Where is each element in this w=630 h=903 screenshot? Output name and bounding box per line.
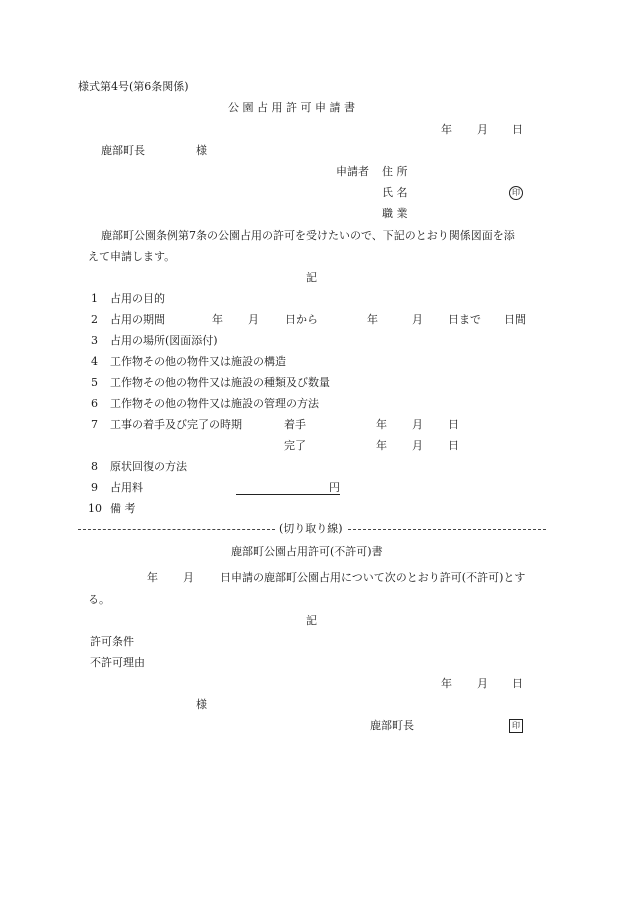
permit-text-month: 月 — [183, 571, 194, 584]
seal-circle-icon: 印 — [509, 186, 523, 200]
item-label: 工作物その他の物件又は施設の構造 — [110, 355, 286, 368]
period-to-year: 年 — [367, 313, 378, 326]
denial-reasons-label: 不許可理由 — [90, 656, 145, 669]
construction-start-label: 着手 — [284, 418, 306, 431]
seal-square-icon: 印 — [509, 719, 523, 733]
item-number: 10 — [88, 502, 102, 515]
item-number: 3 — [91, 334, 98, 347]
date-month: 月 — [477, 123, 488, 136]
cut-line-right — [348, 529, 546, 530]
item-number: 6 — [91, 397, 98, 410]
addressee-honorific: 様 — [196, 144, 207, 157]
applicant-label: 申請者 — [336, 165, 369, 178]
construction-finish-month: 月 — [412, 439, 423, 452]
fee-underline — [236, 481, 340, 495]
item-label: 占用の期間 — [110, 313, 165, 326]
period-from-month: 月 — [248, 313, 259, 326]
cut-line-label: (切り取り線) — [279, 522, 343, 535]
item-number: 5 — [91, 376, 98, 389]
permit-text-year: 年 — [147, 571, 158, 584]
item-number: 7 — [91, 418, 98, 431]
item-label: 原状回復の方法 — [110, 460, 187, 473]
item-label: 備 考 — [110, 502, 136, 515]
permit-date-year: 年 — [441, 677, 452, 690]
permit-date-month: 月 — [477, 677, 488, 690]
permit-text-body: 日申請の鹿部町公園占用について次のとおり許可(不許可)とす — [220, 571, 526, 584]
item-label: 占用の目的 — [110, 292, 165, 305]
item-number: 9 — [91, 481, 98, 494]
permit-text-line2: る。 — [88, 593, 110, 606]
permit-date-day: 日 — [512, 677, 523, 690]
construction-start-day: 日 — [448, 418, 459, 431]
item-label: 占用の場所(図面添付) — [110, 334, 218, 347]
permit-title: 鹿部町公園占用許可(不許可)書 — [231, 545, 383, 558]
construction-finish-day: 日 — [448, 439, 459, 452]
period-from-day: 日から — [285, 313, 318, 326]
address-label: 住 所 — [382, 165, 408, 178]
item-label: 工事の着手及び完了の時期 — [110, 418, 242, 431]
item-label: 工作物その他の物件又は施設の種類及び数量 — [110, 376, 330, 389]
date-year: 年 — [441, 123, 452, 136]
form-number: 様式第4号(第6条関係) — [78, 80, 189, 93]
period-days: 日間 — [504, 313, 526, 326]
addressee-name: 鹿部町長 — [101, 144, 145, 157]
construction-start-year: 年 — [376, 418, 387, 431]
permit-addressee-honorific: 様 — [196, 698, 207, 711]
item-number: 4 — [91, 355, 98, 368]
body-text-line2: えて申請します。 — [88, 250, 176, 263]
occupation-label: 職 業 — [382, 207, 408, 220]
document-title: 公 園 占 用 許 可 申 請 書 — [228, 101, 355, 114]
cut-line-left — [78, 529, 275, 530]
ki-heading: 記 — [306, 271, 317, 284]
item-number: 1 — [91, 292, 98, 305]
name-label: 氏 名 — [382, 186, 408, 199]
construction-start-month: 月 — [412, 418, 423, 431]
item-label: 占用料 — [110, 481, 143, 494]
permit-conditions-label: 許可条件 — [90, 635, 134, 648]
item-number: 8 — [91, 460, 98, 473]
construction-finish-label: 完了 — [284, 439, 306, 452]
body-text-line1: 鹿部町公園条例第7条の公園占用の許可を受けたいので、下記のとおり関係図面を添 — [101, 229, 515, 242]
period-from-year: 年 — [212, 313, 223, 326]
fee-unit: 円 — [329, 481, 340, 494]
permit-ki-heading: 記 — [306, 614, 317, 627]
date-day: 日 — [512, 123, 523, 136]
period-to-day: 日まで — [448, 313, 481, 326]
permit-issuer: 鹿部町長 — [370, 719, 414, 732]
construction-finish-year: 年 — [376, 439, 387, 452]
item-label: 工作物その他の物件又は施設の管理の方法 — [110, 397, 319, 410]
item-number: 2 — [91, 313, 98, 326]
period-to-month: 月 — [412, 313, 423, 326]
